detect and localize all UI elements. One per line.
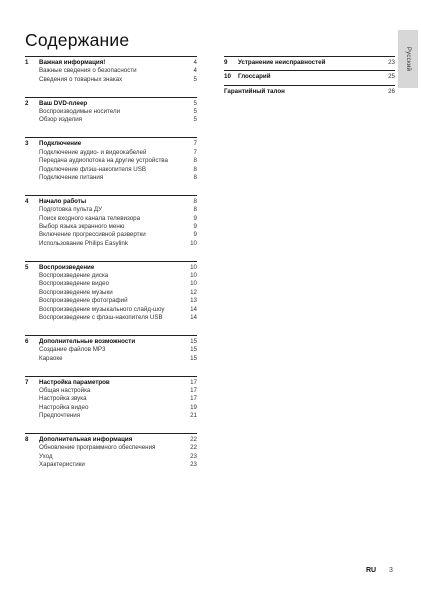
toc-section xyxy=(25,261,197,323)
toc-entry[interactable] xyxy=(25,223,197,231)
toc-entry[interactable] xyxy=(25,67,197,75)
toc-entry-text: Обзор изделия xyxy=(39,116,83,124)
section-number: 5 xyxy=(25,263,29,271)
toc-entry-text: Подключение питания xyxy=(39,173,104,181)
page-number: 10 xyxy=(190,272,197,280)
toc-entry-text: Подключение аудио- и видеокабелей xyxy=(39,148,147,156)
page-number: 12 xyxy=(190,288,197,296)
toc-entry[interactable] xyxy=(25,346,197,354)
toc-section xyxy=(25,195,197,248)
section-title: Подключение xyxy=(39,140,82,148)
page-number: 14 xyxy=(190,305,197,313)
page-number: 5 xyxy=(193,108,197,116)
language-tab xyxy=(398,30,418,88)
toc-entry-text: Включение прогрессивной развертки xyxy=(39,231,146,239)
toc-entry[interactable] xyxy=(25,289,197,297)
page-number: 17 xyxy=(190,378,197,386)
toc-entry-text: Воспроизведение видео xyxy=(39,280,110,288)
page-number: 26 xyxy=(388,87,395,95)
toc-entry-text: Предпочтения xyxy=(39,412,81,420)
toc-entry-text: Использование Philips Easylink xyxy=(39,239,128,247)
toc-section-heading[interactable] xyxy=(25,338,197,346)
toc-entry-text: Воспроизведение с флэш-накопителя USB xyxy=(39,313,163,321)
page-number: 21 xyxy=(190,412,197,420)
page-number: 14 xyxy=(190,313,197,321)
toc-entry-text: Настройка видео xyxy=(39,403,89,411)
toc-entry-text: Караоке xyxy=(39,354,63,362)
page-number: 8 xyxy=(193,173,197,181)
page-number: 17 xyxy=(190,395,197,403)
section-number: 4 xyxy=(25,197,29,205)
page-number: 5 xyxy=(193,99,197,107)
toc-entry-text: Воспроизведение музыкального слайд-шоу xyxy=(39,305,165,313)
page-number: 23 xyxy=(190,461,197,469)
toc-section xyxy=(25,433,197,470)
toc-section-heading[interactable] xyxy=(224,73,395,81)
page-title: Содержание xyxy=(25,30,130,50)
page-number: 10 xyxy=(190,280,197,288)
toc-entry-text: Воспроизведение фотографий xyxy=(39,297,128,305)
section-number: 6 xyxy=(25,337,29,345)
page-number: 5 xyxy=(193,75,197,83)
page-number: 7 xyxy=(193,148,197,156)
page-number: 13 xyxy=(190,297,197,305)
page-number: 8 xyxy=(193,157,197,165)
toc-entry[interactable] xyxy=(25,306,197,314)
page-number: 9 xyxy=(193,222,197,230)
toc-section-heading[interactable] xyxy=(25,100,197,108)
toc-entry[interactable] xyxy=(25,297,197,305)
toc-entry[interactable] xyxy=(25,231,197,239)
toc-entry-text: Обновление программного обеспечения xyxy=(39,444,156,452)
toc-section xyxy=(25,335,197,363)
page-number: 8 xyxy=(193,197,197,205)
page-number: 25 xyxy=(388,73,395,81)
toc-section xyxy=(224,56,395,67)
toc-section-heading[interactable] xyxy=(25,379,197,387)
page-number: 4 xyxy=(193,59,197,66)
page-number: 8 xyxy=(193,206,197,214)
toc-entry-text: Воспроизведение музыки xyxy=(39,288,113,296)
section-number: 10 xyxy=(224,73,231,81)
language-tab-label: Русский xyxy=(405,46,411,72)
toc-section xyxy=(25,97,197,125)
toc-entry[interactable] xyxy=(25,206,197,214)
toc-entry[interactable] xyxy=(25,280,197,288)
section-number: 1 xyxy=(25,59,29,66)
toc-entry[interactable] xyxy=(25,412,197,420)
toc-entry[interactable] xyxy=(25,395,197,403)
page-number: 15 xyxy=(190,337,197,345)
section-title: Дополнительные возможности xyxy=(39,337,136,345)
toc-entry[interactable] xyxy=(25,149,197,157)
toc-section xyxy=(25,376,197,421)
page-number: 10 xyxy=(190,263,197,271)
section-title: Устранение неисправностей xyxy=(238,59,326,66)
toc-entry[interactable] xyxy=(25,76,197,84)
toc-entry-text: Важные сведения о безопасности xyxy=(39,67,137,75)
section-title: Ваш DVD-плеер xyxy=(39,99,88,107)
section-number: 9 xyxy=(224,59,228,66)
section-title: Дополнительная информация xyxy=(39,436,133,443)
page-number: 22 xyxy=(190,436,197,443)
page-number: 19 xyxy=(190,403,197,411)
toc-section-heading[interactable] xyxy=(25,198,197,206)
section-number: 3 xyxy=(25,140,29,148)
section-number: 8 xyxy=(25,436,29,443)
toc-entry[interactable] xyxy=(25,108,197,116)
toc-entry-text: Подготовка пульта ДУ xyxy=(39,206,103,214)
toc-section-heading[interactable] xyxy=(25,59,197,67)
toc-entry[interactable] xyxy=(25,314,197,322)
toc-entry-text: Общая настройка xyxy=(39,386,91,394)
toc-section xyxy=(224,85,395,96)
toc-entry-text: Выбор языка экранного меню xyxy=(39,222,125,230)
toc-entry[interactable] xyxy=(25,461,197,469)
toc-section-heading[interactable] xyxy=(25,140,197,148)
toc-entry-text: Характеристики xyxy=(39,461,85,469)
toc-entry-text: Настройка звука xyxy=(39,395,87,403)
section-number: 2 xyxy=(25,99,29,107)
section-title: Глоссарий xyxy=(238,73,271,81)
section-title: Начало работы xyxy=(39,197,87,205)
toc-entry[interactable] xyxy=(25,453,197,461)
page-number: 17 xyxy=(190,386,197,394)
page-number: 5 xyxy=(193,116,197,124)
toc-entry-text: Сведения о товарных знаках xyxy=(39,75,123,83)
toc-entry[interactable] xyxy=(25,387,197,395)
page-number: 15 xyxy=(190,346,197,354)
section-number: 7 xyxy=(25,378,29,386)
toc-entry[interactable] xyxy=(25,444,197,452)
toc-entry[interactable] xyxy=(25,272,197,280)
toc-entry[interactable] xyxy=(25,174,197,182)
toc-section-heading[interactable] xyxy=(224,88,395,96)
page-number: 7 xyxy=(193,140,197,148)
toc-section xyxy=(25,56,197,84)
toc-left-column xyxy=(25,56,197,482)
section-title: Важная информация! xyxy=(39,59,106,66)
toc-entry-text: Подключение флэш-накопителя USB xyxy=(39,165,146,173)
toc-entry-text: Уход xyxy=(39,452,53,460)
page-number: 15 xyxy=(190,354,197,362)
footer-language: RU xyxy=(366,567,377,574)
section-title: Настройка параметров xyxy=(39,378,110,386)
section-title: Воспроизведение xyxy=(39,263,95,271)
toc-section-heading[interactable] xyxy=(25,264,197,272)
toc-section xyxy=(25,137,197,182)
page-number: 9 xyxy=(193,214,197,222)
toc-section-heading[interactable] xyxy=(224,59,395,67)
page-number: 4 xyxy=(193,67,197,75)
toc-entry[interactable] xyxy=(25,116,197,124)
page-number: 23 xyxy=(388,59,395,66)
page-number: 8 xyxy=(193,165,197,173)
toc-entry-text: Создание файлов MP3 xyxy=(39,346,106,354)
toc-entry-text: Передача аудиопотока на другие устройства xyxy=(39,157,168,165)
toc-entry-text: Поиск входного канала телевизора xyxy=(39,214,141,222)
toc-entry[interactable] xyxy=(25,166,197,174)
toc-entry-text: Воспроизводимые носители xyxy=(39,108,121,116)
toc-section xyxy=(224,70,395,81)
toc-entry[interactable] xyxy=(25,355,197,363)
toc-section-heading[interactable] xyxy=(25,436,197,444)
toc-right-column xyxy=(224,56,395,99)
footer-page-number: 3 xyxy=(389,567,393,574)
toc-entry-text: Воспроизведение диска xyxy=(39,272,109,280)
page-number: 23 xyxy=(190,452,197,460)
toc-entry[interactable] xyxy=(25,240,197,248)
toc-entry[interactable] xyxy=(25,157,197,165)
toc-entry[interactable] xyxy=(25,404,197,412)
page-number: 9 xyxy=(193,231,197,239)
toc-entry[interactable] xyxy=(25,215,197,223)
page-number: 22 xyxy=(190,444,197,452)
page-number: 10 xyxy=(190,239,197,247)
section-title: Гарантийный талон xyxy=(224,87,285,95)
